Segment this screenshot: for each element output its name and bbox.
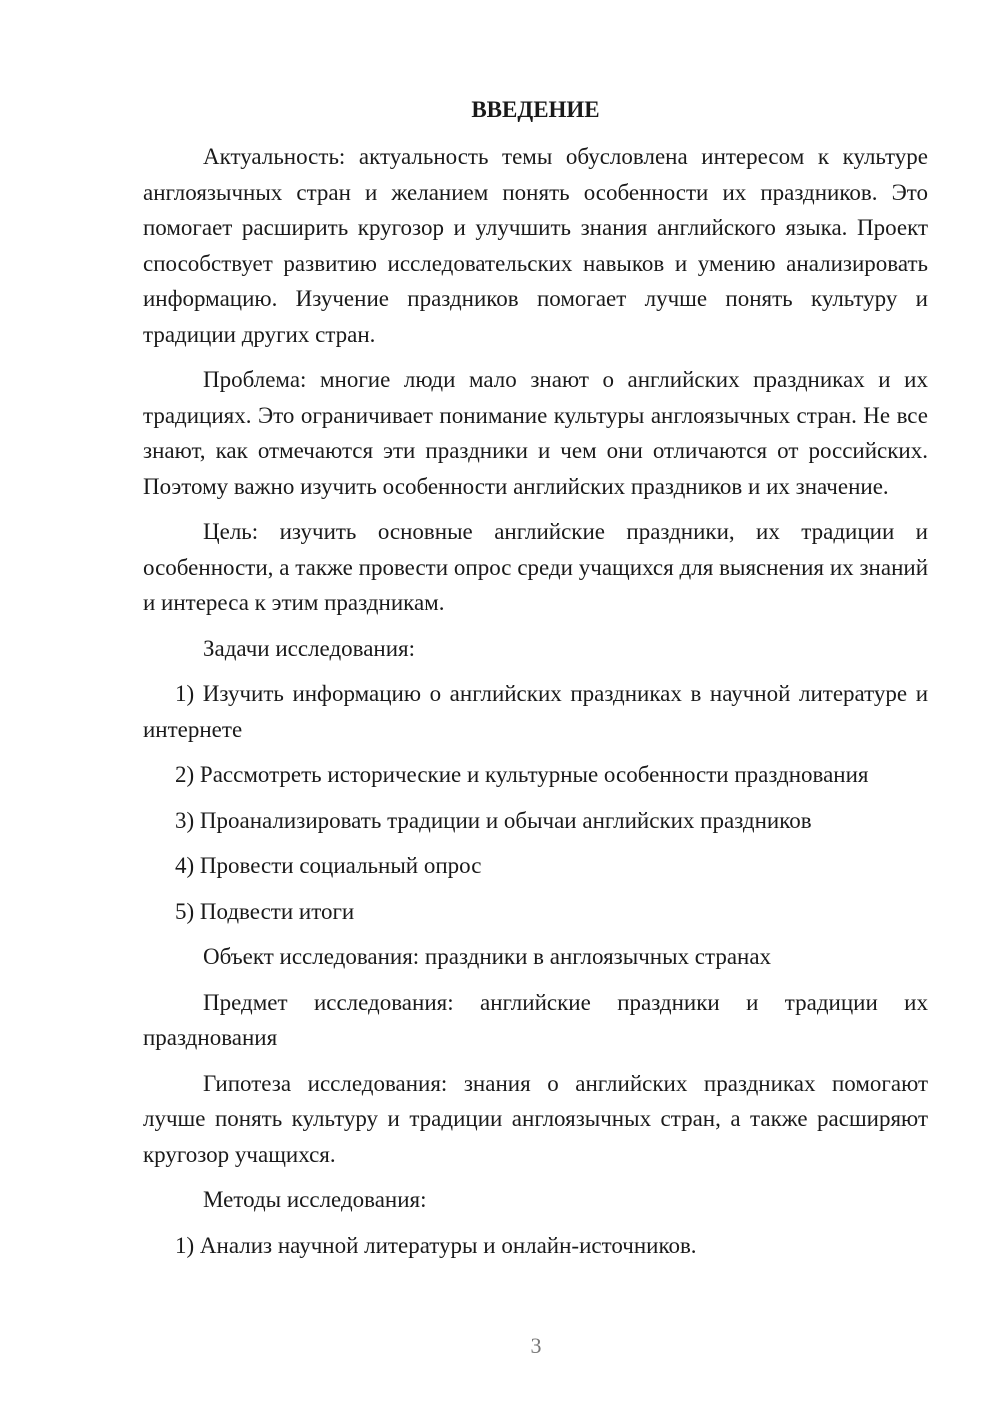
problem-paragraph: Проблема: многие люди мало знают о английских праздниках и их традициях. Это ограничивает понимание культуры англоязычных стран. Не все знают, как отмечаются эти праздники и чем они отличаются от российских. Поэтому важно изучить особенности английских праздников и их значение. <box>143 367 928 499</box>
task-item: 2) Рассмотреть исторические и культурные особенности празднования <box>175 762 869 787</box>
relevance-paragraph: Актуальность: актуальность темы обусловлена интересом к культуре англоязычных стран и желанием понять особенности их праздников. Это помогает расширить кругозор и улучшить знания английского языка. Проект способствует развитию исследовательских навыков и умению анализировать информацию. Изучение праздников помогает лучше понять культуру и традиции других стран. <box>143 144 928 347</box>
method-item: 1) Анализ научной литературы и онлайн-источников. <box>175 1232 697 1258</box>
task-item: 4) Провести социальный опрос <box>175 853 482 878</box>
task-item: 5) Подвести итоги <box>175 898 355 924</box>
task-item: 3) Проанализировать традиции и обычаи английских праздников <box>175 807 812 833</box>
page-heading: ВВЕДЕНИЕ <box>471 97 600 122</box>
hypothesis-paragraph: Гипотеза исследования: знания о английских праздниках помогают лучше понять культуру и традиции англоязычных стран, а также расширяют кругозор учащихся. <box>143 1070 928 1167</box>
methods-label: Методы исследования: <box>203 1187 427 1212</box>
tasks-label: Задачи исследования: <box>203 635 416 661</box>
page-content <box>143 92 928 1273</box>
subject-paragraph: Предмет исследования: английские праздники и традиции их празднования <box>143 989 928 1050</box>
task-item: 1) Изучить информацию о английских праздниках в научной литературе и интернете <box>143 681 928 742</box>
object-paragraph: Объект исследования: праздники в англоязычных странах <box>203 944 772 969</box>
page-number: 3 <box>530 1333 542 1358</box>
goal-paragraph: Цель: изучить основные английские праздники, их традиции и особенности, а также провести опрос среди учащихся для выяснения их знаний и интереса к этим праздникам. <box>143 519 928 615</box>
